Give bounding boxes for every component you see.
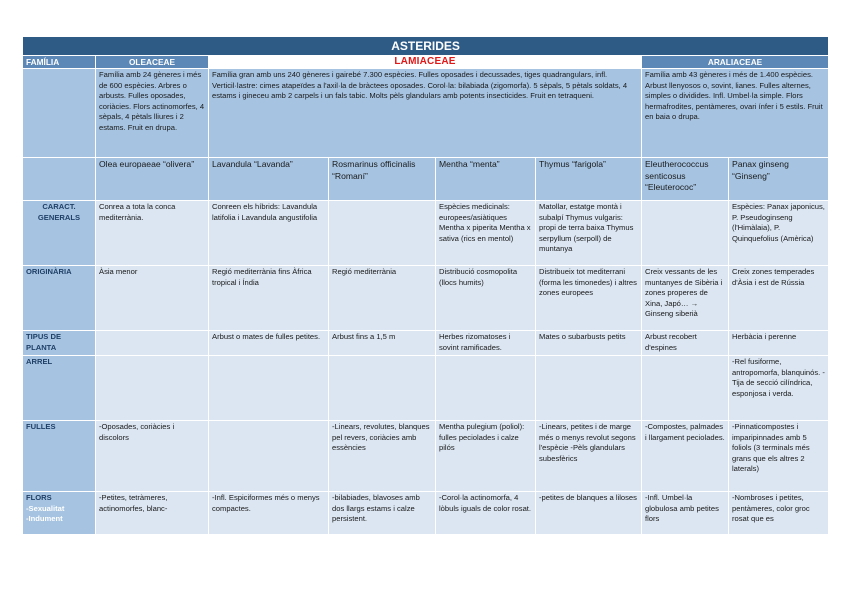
cell-caract-rosmarinus <box>329 201 436 266</box>
row-label-arrel: ARREL <box>23 356 96 421</box>
row-sublabel-indument: -Indument <box>26 514 63 524</box>
table-row-caract-generals <box>23 201 829 266</box>
cell-flors-mentha: -Corol·la actinomorfa, 4 lòbuls iguals de color rosat. <box>436 492 536 535</box>
cell-fulles-rosmarinus: -Linears, revolutes, blanques pel revers, coriàcies amb essències <box>329 421 436 492</box>
species-eleutherococcus: Eleutherococcus senticosus “Eleuterococ” <box>642 158 729 201</box>
cell-orig-lavandula: Regió mediterrània fins Àfrica tropical i Índia <box>209 266 329 331</box>
row-label-caract: CARACT. GENERALS <box>23 201 96 266</box>
cell-orig-panax: Creix zones temperades d'Àsia i est de Rússia <box>729 266 829 331</box>
asterides-table-sheet <box>22 36 828 535</box>
cell-flors-lavandula: -Infl. Espiciformes més o menys compactes. <box>209 492 329 535</box>
cell-arrel-eleutherococcus <box>642 356 729 421</box>
familia-header: FAMÍLIA <box>23 56 96 69</box>
species-rosmarinus: Rosmarinus officinalis “Romaní” <box>329 158 436 201</box>
row-sublabel-sexualitat: -Sexualitat <box>26 503 65 513</box>
lamiaceae-description: Família gran amb uns 240 gèneres i gairebé 7.300 espècies. Fulles oposades i decussades, tiges quadrangulars, infl. Verticil·lastre: cimes atapeïdes a l'axil·la de bràctees oposades. Corol·la: bilabiada (zigomorfa). 5 sèpals, 5 pètals soldats, 4 estams i gineceu amb 2 carpels i un fals tabic. Molts pèls glandulars amb potents insecticides. Fruit en tetraqueni. <box>209 69 642 158</box>
cell-fulles-thymus: -Linears, petites i de marge més o menys revolut segons l'espècie -Pèls glandulars subesfèrics <box>536 421 642 492</box>
cell-orig-thymus: Distribueix tot mediterrani (forma les timonedes) i altres zones europees <box>536 266 642 331</box>
cell-arrel-thymus <box>536 356 642 421</box>
species-row <box>23 158 829 201</box>
cell-arrel-rosmarinus <box>329 356 436 421</box>
species-mentha: Mentha “menta” <box>436 158 536 201</box>
cell-caract-thymus: Matollar, estatge montà i subalpí Thymus vulgaris: propi de terra baixa Thymus serpyllum (serpoll) de muntanya <box>536 201 642 266</box>
cell-arrel-lavandula <box>209 356 329 421</box>
cell-caract-mentha: Espècies medicinals: europees/asiàtiques Mentha x piperita Mentha x sativa (rics en mentol) <box>436 201 536 266</box>
cell-fulles-olea: -Oposades, coriàcies i discolors <box>96 421 209 492</box>
family-description-row <box>23 69 829 158</box>
title-row <box>23 37 829 56</box>
cell-tipus-eleutherococcus: Arbust recobert d'espines <box>642 331 729 356</box>
row-label-fulles: FULLES <box>23 421 96 492</box>
cell-arrel-panax: -Rel fusiforme, antropomorfa, blanquinós. -Tija de secció cilíndrica, esponjosa i verda. <box>729 356 829 421</box>
cell-fulles-mentha: Mentha pulegium (poliol): fulles peciolades i calze pilós <box>436 421 536 492</box>
cell-tipus-panax: Herbàcia i perenne <box>729 331 829 356</box>
cell-caract-eleutherococcus <box>642 201 729 266</box>
table-row-tipus-de-planta <box>23 331 829 356</box>
description-label-cell <box>23 69 96 158</box>
asterides-table <box>22 36 829 535</box>
cell-flors-olea: -Petites, tetràmeres, actinomorfes, blanc- <box>96 492 209 535</box>
lamiaceae-header: LAMIACEAE <box>209 56 642 69</box>
table-title: ASTERIDES <box>23 37 829 56</box>
cell-orig-mentha: Distribució cosmopolita (llocs humits) <box>436 266 536 331</box>
species-label-cell <box>23 158 96 201</box>
araliaceae-header: ARALIACEAE <box>642 56 829 69</box>
araliaceae-description: Família amb 43 gèneres i més de 1.400 espècies. Arbust llenyosos o, sovint, lianes. Fulles alternes, simples o dividides. Infl. Umbel·la simple. Flors hermafrodites, pentàmeres, ovari ínfer i 5 estils. Fruit en baia o drupa. <box>642 69 829 158</box>
species-olea: Olea europaeae “olivera” <box>96 158 209 201</box>
cell-caract-olea: Conrea a tota la conca mediterrània. <box>96 201 209 266</box>
cell-tipus-thymus: Mates o subarbusts petits <box>536 331 642 356</box>
cell-caract-lavandula: Conreen els híbrids: Lavandula latifolia i Lavandula angustifolia <box>209 201 329 266</box>
cell-orig-eleutherococcus: Creix vessants de les muntanyes de Sibèria i zones properes de Xina, Japó… → Ginseng siberià <box>642 266 729 331</box>
cell-fulles-lavandula <box>209 421 329 492</box>
row-label-originaria: ORIGINÀRIA <box>23 266 96 331</box>
family-header-row <box>23 56 829 69</box>
cell-tipus-lavandula: Arbust o mates de fulles petites. <box>209 331 329 356</box>
cell-flors-eleutherococcus: -Infl. Umbel·la globulosa amb petites flors <box>642 492 729 535</box>
cell-fulles-eleutherococcus: -Compostes, palmades i llargament peciolades. <box>642 421 729 492</box>
cell-arrel-olea <box>96 356 209 421</box>
row-label-flors: FLORS <box>26 493 52 502</box>
species-panax: Panax ginseng “Ginseng” <box>729 158 829 201</box>
row-label-tipus: TIPUS DE PLANTA <box>23 331 96 356</box>
cell-arrel-mentha <box>436 356 536 421</box>
cell-flors-rosmarinus: -bilabiades, blavoses amb dos llargs estams i calze persistent. <box>329 492 436 535</box>
cell-tipus-rosmarinus: Arbust fins a 1,5 m <box>329 331 436 356</box>
table-row-flors <box>23 492 829 535</box>
cell-tipus-olea <box>96 331 209 356</box>
table-row-originaria <box>23 266 829 331</box>
species-lavandula: Lavandula “Lavanda” <box>209 158 329 201</box>
cell-orig-rosmarinus: Regió mediterrània <box>329 266 436 331</box>
cell-tipus-mentha: Herbes rizomatoses i sovint ramificades. <box>436 331 536 356</box>
cell-flors-thymus: -petites de blanques a liloses <box>536 492 642 535</box>
oleaceae-description: Família amb 24 gèneres i més de 600 espècies. Arbres o arbusts. Fulles oposades, coriàcies. Flors actinomorfes, 4 sèpals, 4 pètals lliures i 2 estams. Fruit en drupa. <box>96 69 209 158</box>
species-thymus: Thymus “farigola” <box>536 158 642 201</box>
cell-fulles-panax: -Pinnaticompostes i imparipinnades amb 5 foliols (3 terminals més grans que els altres 2 laterals) <box>729 421 829 492</box>
cell-flors-panax: -Nombroses i petites, pentàmeres, color groc rosat que es <box>729 492 829 535</box>
cell-caract-panax: Espècies: Panax japonicus, P. Pseudoginseng (l'Himàlaia), P. Quinquefolius (Amèrica) <box>729 201 829 266</box>
row-label-flors-cell <box>23 492 96 535</box>
oleaceae-header: OLEACEAE <box>96 56 209 69</box>
table-row-arrel <box>23 356 829 421</box>
table-row-fulles <box>23 421 829 492</box>
cell-orig-olea: Àsia menor <box>96 266 209 331</box>
